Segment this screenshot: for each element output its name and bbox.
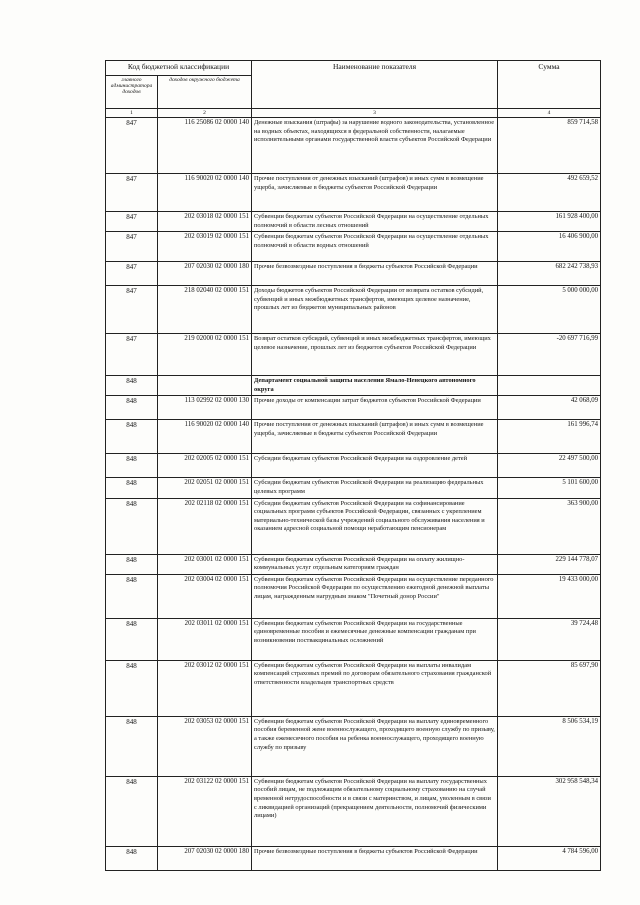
revenue-code-cell: 207 02030 02 0000 180 xyxy=(158,846,252,870)
revenue-code-cell: 202 03018 02 0000 151 xyxy=(158,212,252,232)
amount-cell: 4 784 596,00 xyxy=(498,846,601,870)
admin-code-cell: 848 xyxy=(106,574,158,618)
indicator-name-cell: Субсидии бюджетам субъектов Российской Федерации на софинансирование социальных программ субъектов Российской Федерации, связанных с укреплением материально-технической базы учреждений социального обслуживания населения и оказанием адресной социальной помощи неработающим пенсионерам xyxy=(252,498,498,554)
table-row xyxy=(106,478,601,498)
admin-code-cell: 847 xyxy=(106,212,158,232)
revenue-code-cell: 202 03011 02 0000 151 xyxy=(158,618,252,660)
indicator-name-cell: Департамент социальной защиты населения Ямало-Ненецкого автономного округа xyxy=(252,376,498,396)
header-admin: главного администратора доходов xyxy=(106,76,158,109)
revenue-code-cell: 202 03004 02 0000 151 xyxy=(158,574,252,618)
amount-cell: 16 406 900,00 xyxy=(498,232,601,262)
admin-code-cell: 848 xyxy=(106,396,158,420)
amount-cell: 42 068,09 xyxy=(498,396,601,420)
amount-cell: 859 714,58 xyxy=(498,118,601,174)
amount-cell: 85 697,90 xyxy=(498,660,601,716)
revenue-code-cell: 116 90020 02 0000 140 xyxy=(158,174,252,212)
indicator-name-cell: Субвенции бюджетам субъектов Российской Федерации на осуществление отдельных полномочий в области лесных отношений xyxy=(252,212,498,232)
indicator-name-cell: Прочие безвозмездные поступления в бюджеты субъектов Российской Федерации xyxy=(252,262,498,286)
admin-code-cell: 847 xyxy=(106,334,158,376)
revenue-code-cell: 219 02000 02 0000 151 xyxy=(158,334,252,376)
amount-cell: 5 000 000,00 xyxy=(498,286,601,334)
table-body xyxy=(106,118,601,871)
header-classification: Код бюджетной классификации xyxy=(106,61,252,76)
revenue-code-cell: 202 02005 02 0000 151 xyxy=(158,454,252,478)
amount-cell: 161 996,74 xyxy=(498,420,601,454)
table-row xyxy=(106,776,601,846)
header-name: Наименование показателя xyxy=(252,61,498,109)
indicator-name-cell: Субвенции бюджетам субъектов Российской Федерации на осуществление переданного полномочия Российской Федерации по осуществлению ежегодной денежной выплаты лицам, награжденным нагрудным знаком "Почетный донор России" xyxy=(252,574,498,618)
amount-cell: 229 144 778,07 xyxy=(498,554,601,574)
revenue-code-cell: 202 02051 02 0000 151 xyxy=(158,478,252,498)
col-number-3: 3 xyxy=(252,109,498,118)
admin-code-cell: 847 xyxy=(106,262,158,286)
table-row xyxy=(106,420,601,454)
amount-cell: 302 958 548,34 xyxy=(498,776,601,846)
col-number-4: 4 xyxy=(498,109,601,118)
amount-cell: 682 242 738,93 xyxy=(498,262,601,286)
admin-code-cell: 848 xyxy=(106,376,158,396)
header-revenue: доходов окружного бюджета xyxy=(158,76,252,109)
revenue-code-cell: 202 03001 02 0000 151 xyxy=(158,554,252,574)
admin-code-cell: 848 xyxy=(106,660,158,716)
revenue-code-cell: 113 02992 02 0000 130 xyxy=(158,396,252,420)
indicator-name-cell: Субвенции бюджетам субъектов Российской Федерации на осуществление отдельных полномочий в области водных отношений xyxy=(252,232,498,262)
amount-cell: 5 101 600,00 xyxy=(498,478,601,498)
admin-code-cell: 848 xyxy=(106,618,158,660)
table-row xyxy=(106,716,601,776)
admin-code-cell: 848 xyxy=(106,776,158,846)
indicator-name-cell: Денежные взыскания (штрафы) за нарушение водного законодательства, установленное на водных объектах, находящихся в федеральной собственности, налагаемые исполнительными органами государственной власти субъектов Российской Федерации xyxy=(252,118,498,174)
admin-code-cell: 848 xyxy=(106,716,158,776)
admin-code-cell: 848 xyxy=(106,420,158,454)
revenue-code-cell: 202 02118 02 0000 151 xyxy=(158,498,252,554)
admin-code-cell: 847 xyxy=(106,174,158,212)
indicator-name-cell: Субвенции бюджетам субъектов Российской Федерации на государственные единовременные пособия и ежемесячные денежные компенсации гражданам при возникновении поствакцинальных осложнений xyxy=(252,618,498,660)
indicator-name-cell: Прочие поступления от денежных взысканий (штрафов) и иных сумм в возмещение ущерба, зачисляемые в бюджеты субъектов Российской Федерации xyxy=(252,174,498,212)
indicator-name-cell: Прочие поступления от денежных взысканий (штрафов) и иных сумм в возмещение ущерба, зачисляемые в бюджеты субъектов Российской Федерации xyxy=(252,420,498,454)
amount-cell: 19 433 000,00 xyxy=(498,574,601,618)
revenue-code-cell: 116 25086 02 0000 140 xyxy=(158,118,252,174)
revenue-code-cell: 116 90020 02 0000 140 xyxy=(158,420,252,454)
amount-cell xyxy=(498,376,601,396)
revenue-code-cell xyxy=(158,376,252,396)
indicator-name-cell: Доходы бюджетов субъектов Российской Федерации от возврата остатков субсидий, субвенций и иных межбюджетных трансфертов, имеющих целевое назначение, прошлых лет из бюджетов муниципальных районов xyxy=(252,286,498,334)
revenue-code-cell: 207 02030 02 0000 180 xyxy=(158,262,252,286)
indicator-name-cell: Субвенции бюджетам субъектов Российской Федерации на выплаты инвалидам компенсаций страховых премий по договорам обязательного страхования гражданской ответственности владельцев транспортных средств xyxy=(252,660,498,716)
table-row xyxy=(106,396,601,420)
amount-cell: 363 900,00 xyxy=(498,498,601,554)
admin-code-cell: 847 xyxy=(106,286,158,334)
table-row xyxy=(106,232,601,262)
table-row xyxy=(106,174,601,212)
table-row xyxy=(106,660,601,716)
table-row xyxy=(106,118,601,174)
amount-cell: 22 497 500,00 xyxy=(498,454,601,478)
col-number-2: 2 xyxy=(158,109,252,118)
table-row xyxy=(106,212,601,232)
budget-revenue-table xyxy=(105,60,601,871)
admin-code-cell: 848 xyxy=(106,554,158,574)
amount-cell: -20 697 716,99 xyxy=(498,334,601,376)
admin-code-cell: 847 xyxy=(106,118,158,174)
revenue-code-cell: 202 03053 02 0000 151 xyxy=(158,716,252,776)
admin-code-cell: 848 xyxy=(106,846,158,870)
table-row xyxy=(106,262,601,286)
amount-cell: 492 659,52 xyxy=(498,174,601,212)
indicator-name-cell: Субсидии бюджетам субъектов Российской Федерации на оздоровление детей xyxy=(252,454,498,478)
department-row xyxy=(106,376,601,396)
revenue-code-cell: 218 02040 02 0000 151 xyxy=(158,286,252,334)
table-row xyxy=(106,454,601,478)
table-row xyxy=(106,498,601,554)
table-row xyxy=(106,334,601,376)
indicator-name-cell: Субсидии бюджетам субъектов Российской Федерации на реализацию федеральных целевых программ xyxy=(252,478,498,498)
revenue-code-cell: 202 03012 02 0000 151 xyxy=(158,660,252,716)
table-row xyxy=(106,618,601,660)
indicator-name-cell: Прочие доходы от компенсации затрат бюджетов субъектов Российской Федерации xyxy=(252,396,498,420)
admin-code-cell: 848 xyxy=(106,498,158,554)
revenue-code-cell: 202 03019 02 0000 151 xyxy=(158,232,252,262)
admin-code-cell: 848 xyxy=(106,478,158,498)
indicator-name-cell: Субвенции бюджетам субъектов Российской Федерации на выплату единовременного пособия беременной жене военнослужащего, проходящего военную службу по призыву, а также ежемесячного пособия на ребенка военнослужащего, проходящего военную службу по призыву xyxy=(252,716,498,776)
header-sum: Сумма xyxy=(498,61,601,109)
table-row xyxy=(106,554,601,574)
revenue-code-cell: 202 03122 02 0000 151 xyxy=(158,776,252,846)
table-row xyxy=(106,574,601,618)
table-row xyxy=(106,286,601,334)
col-number-1: 1 xyxy=(106,109,158,118)
indicator-name-cell: Прочие безвозмездные поступления в бюджеты субъектов Российской Федерации xyxy=(252,846,498,870)
admin-code-cell: 847 xyxy=(106,232,158,262)
amount-cell: 39 724,48 xyxy=(498,618,601,660)
amount-cell: 8 506 534,19 xyxy=(498,716,601,776)
indicator-name-cell: Возврат остатков субсидий, субвенций и иных межбюджетных трансфертов, имеющих целевое назначение, прошлых лет из бюджетов субъектов Российской Федерации xyxy=(252,334,498,376)
admin-code-cell: 848 xyxy=(106,454,158,478)
amount-cell: 161 928 400,00 xyxy=(498,212,601,232)
table-row xyxy=(106,846,601,870)
indicator-name-cell: Субвенции бюджетам субъектов Российской Федерации на оплату жилищно-коммунальных услуг отдельным категориям граждан xyxy=(252,554,498,574)
indicator-name-cell: Субвенции бюджетам субъектов Российской Федерации на выплату государственных пособий лицам, не подлежащим обязательному социальному страхованию на случай временной нетрудоспособности и в связи с материнством, и лицам, уволенным в связи с ликвидацией организаций (прекращением деятельности, полномочий физическими лицами) xyxy=(252,776,498,846)
